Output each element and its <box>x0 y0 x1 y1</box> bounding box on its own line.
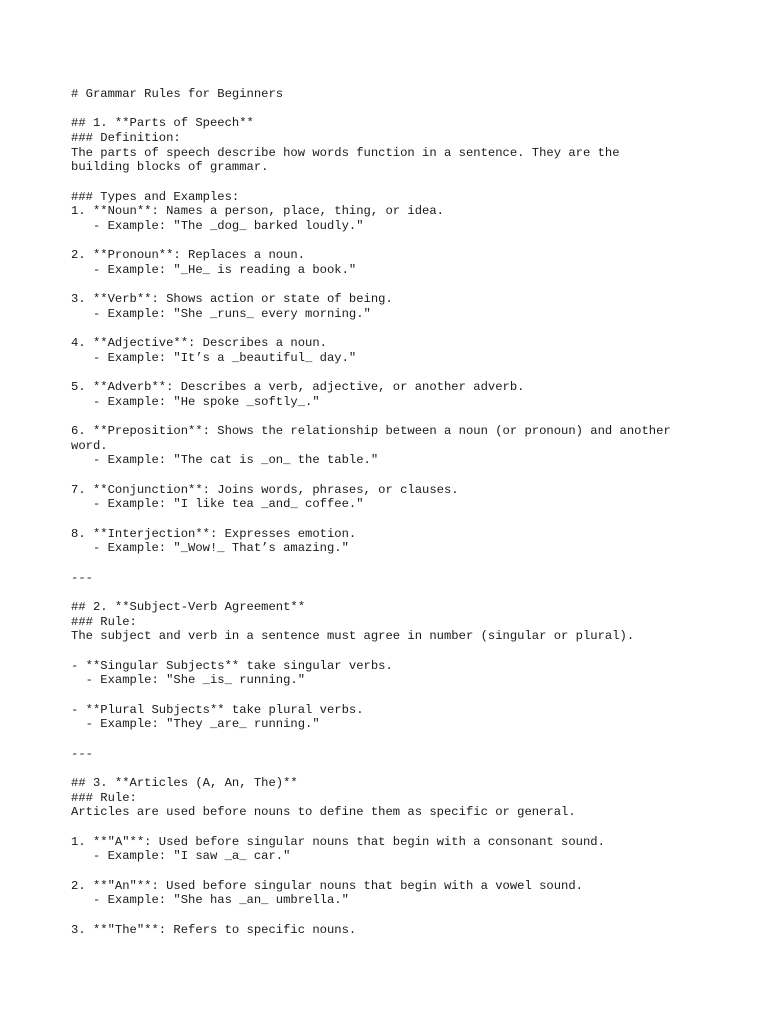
list-item-preposition-continued: word. <box>71 438 108 453</box>
blank-line <box>71 365 711 380</box>
section-heading-parts-of-speech: ## 1. **Parts of Speech** <box>71 116 254 131</box>
subheading-rule: ### Rule: <box>71 614 137 629</box>
paragraph-line: Articles are used before nouns to define them as specific or general. <box>71 805 576 820</box>
list-item-preposition: 6. **Preposition**: Shows the relationship between a noun (or pronoun) and another <box>71 424 671 439</box>
blank-line <box>71 688 711 703</box>
blank-line <box>71 761 711 776</box>
blank-line <box>71 644 711 659</box>
blank-line <box>71 321 711 336</box>
blank-line <box>71 512 711 527</box>
list-item-verb: 3. **Verb**: Shows action or state of being. <box>71 292 393 307</box>
example-line: - Example: "I saw _a_ car." <box>71 849 291 864</box>
document-page <box>71 87 711 937</box>
subheading-definition: ### Definition: <box>71 130 181 145</box>
example-line: - Example: "He spoke _softly_." <box>71 394 320 409</box>
blank-line <box>71 732 711 747</box>
list-item-article-the: 3. **"The"**: Refers to specific nouns. <box>71 922 357 937</box>
blank-line <box>71 233 711 248</box>
blank-line <box>71 908 711 923</box>
example-line: - Example: "It’s a _beautiful_ day." <box>71 350 357 365</box>
blank-line <box>71 556 711 571</box>
subheading-types-and-examples: ### Types and Examples: <box>71 189 240 204</box>
example-line: - Example: "_He_ is reading a book." <box>71 262 357 277</box>
example-line: - Example: "They _are_ running." <box>71 717 320 732</box>
list-item-interjection: 8. **Interjection**: Expresses emotion. <box>71 526 357 541</box>
example-line: - Example: "She has _an_ umbrella." <box>71 893 349 908</box>
list-item-adverb: 5. **Adverb**: Describes a verb, adjective, or another adverb. <box>71 380 525 395</box>
list-item-noun: 1. **Noun**: Names a person, place, thing, or idea. <box>71 204 444 219</box>
paragraph-line: building blocks of grammar. <box>71 160 269 175</box>
example-line: - Example: "The _dog_ barked loudly." <box>71 218 364 233</box>
subheading-rule: ### Rule: <box>71 790 137 805</box>
paragraph-line: The parts of speech describe how words function in a sentence. They are the <box>71 145 620 160</box>
blank-line <box>71 585 711 600</box>
bullet-singular-subjects: - **Singular Subjects** take singular verbs. <box>71 658 393 673</box>
blank-line <box>71 864 711 879</box>
horizontal-rule: --- <box>71 746 93 761</box>
list-item-pronoun: 2. **Pronoun**: Replaces a noun. <box>71 248 306 263</box>
blank-line <box>71 102 711 117</box>
section-heading-articles: ## 3. **Articles (A, An, The)** <box>71 775 298 790</box>
example-line: - Example: "_Wow!_ That’s amazing." <box>71 541 349 556</box>
blank-line <box>71 409 711 424</box>
section-heading-subject-verb-agreement: ## 2. **Subject-Verb Agreement** <box>71 600 306 615</box>
list-item-conjunction: 7. **Conjunction**: Joins words, phrases, or clauses. <box>71 482 459 497</box>
blank-line <box>71 468 711 483</box>
example-line: - Example: "The cat is _on_ the table." <box>71 453 379 468</box>
bullet-plural-subjects: - **Plural Subjects** take plural verbs. <box>71 702 364 717</box>
example-line: - Example: "She _is_ running." <box>71 673 306 688</box>
list-item-article-an: 2. **"An"**: Used before singular nouns that begin with a vowel sound. <box>71 878 583 893</box>
blank-line <box>71 175 711 190</box>
document-title: # Grammar Rules for Beginners <box>71 87 284 101</box>
blank-line <box>71 820 711 835</box>
list-item-adjective: 4. **Adjective**: Describes a noun. <box>71 336 327 351</box>
paragraph-line: The subject and verb in a sentence must agree in number (singular or plural). <box>71 629 635 644</box>
blank-line <box>71 277 711 292</box>
horizontal-rule: --- <box>71 570 93 585</box>
example-line: - Example: "I like tea _and_ coffee." <box>71 497 364 512</box>
example-line: - Example: "She _runs_ every morning." <box>71 306 371 321</box>
list-item-article-a: 1. **"A"**: Used before singular nouns that begin with a consonant sound. <box>71 834 605 849</box>
